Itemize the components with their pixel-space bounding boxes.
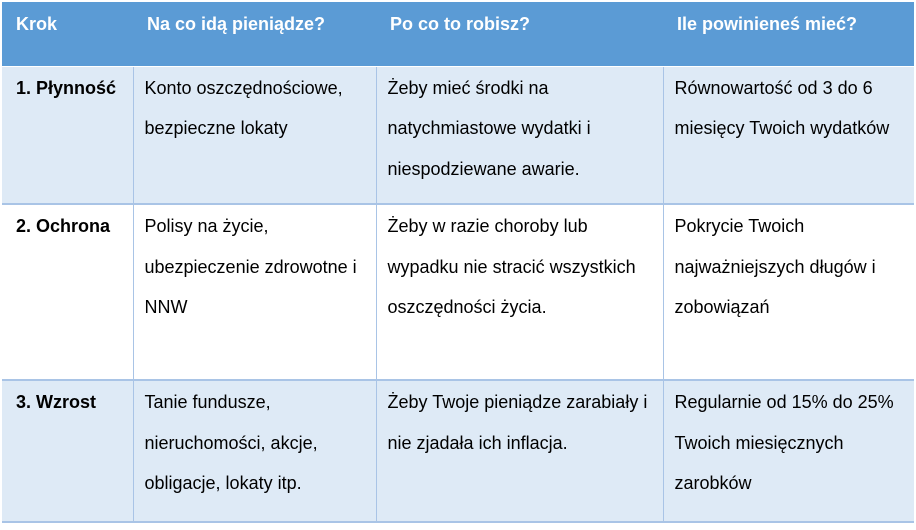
how-much-cell xyxy=(663,66,914,204)
how-much-text: Równowartość od 3 do 6 miesięcy Twoich wydatków xyxy=(674,77,890,138)
header-what: Na co idą pieniądze? xyxy=(133,2,376,66)
why-cell xyxy=(376,66,663,204)
header-why: Po co to robisz? xyxy=(376,2,663,66)
step-cell xyxy=(2,204,133,380)
what-text: Tanie fundusze, nieruchomości, akcje, obligacje, lokaty itp. xyxy=(144,392,318,493)
header-how-much: Ile powinieneś mieć? xyxy=(663,2,914,66)
header-step: Krok xyxy=(2,2,133,66)
table-header-row xyxy=(2,2,914,66)
how-much-cell xyxy=(663,204,914,380)
step-label: 2. Ochrona xyxy=(16,216,111,236)
how-much-cell xyxy=(663,380,914,522)
what-cell xyxy=(133,66,376,204)
why-cell xyxy=(376,380,663,522)
table-row xyxy=(2,204,914,380)
step-label: 1. Płynność xyxy=(16,77,117,98)
what-text: Polisy na życie, ubezpieczenie zdrowotne i NNW xyxy=(144,216,357,317)
how-much-text: Regularnie od 15% do 25% Twoich miesięcznych zarobków xyxy=(674,392,894,493)
why-text: Żeby mieć środki na natychmiastowe wydatki i niespodziewane awarie. xyxy=(387,77,591,179)
why-text: Żeby Twoje pieniądze zarabiały i nie zjadała ich inflacja. xyxy=(387,392,648,453)
savings-steps-table xyxy=(2,2,914,523)
table-row xyxy=(2,66,914,204)
what-cell xyxy=(133,380,376,522)
table-row xyxy=(2,380,914,522)
step-cell xyxy=(2,380,133,522)
why-cell xyxy=(376,204,663,380)
step-cell xyxy=(2,66,133,204)
step-label: 3. Wzrost xyxy=(16,392,97,412)
what-text: Konto oszczędnościowe, bezpieczne lokaty xyxy=(144,77,343,138)
what-cell xyxy=(133,204,376,380)
how-much-text: Pokrycie Twoich najważniejszych długów i zobowiązań xyxy=(674,216,876,317)
why-text: Żeby w razie choroby lub wypadku nie stracić wszystkich oszczędności życia. xyxy=(387,216,636,317)
